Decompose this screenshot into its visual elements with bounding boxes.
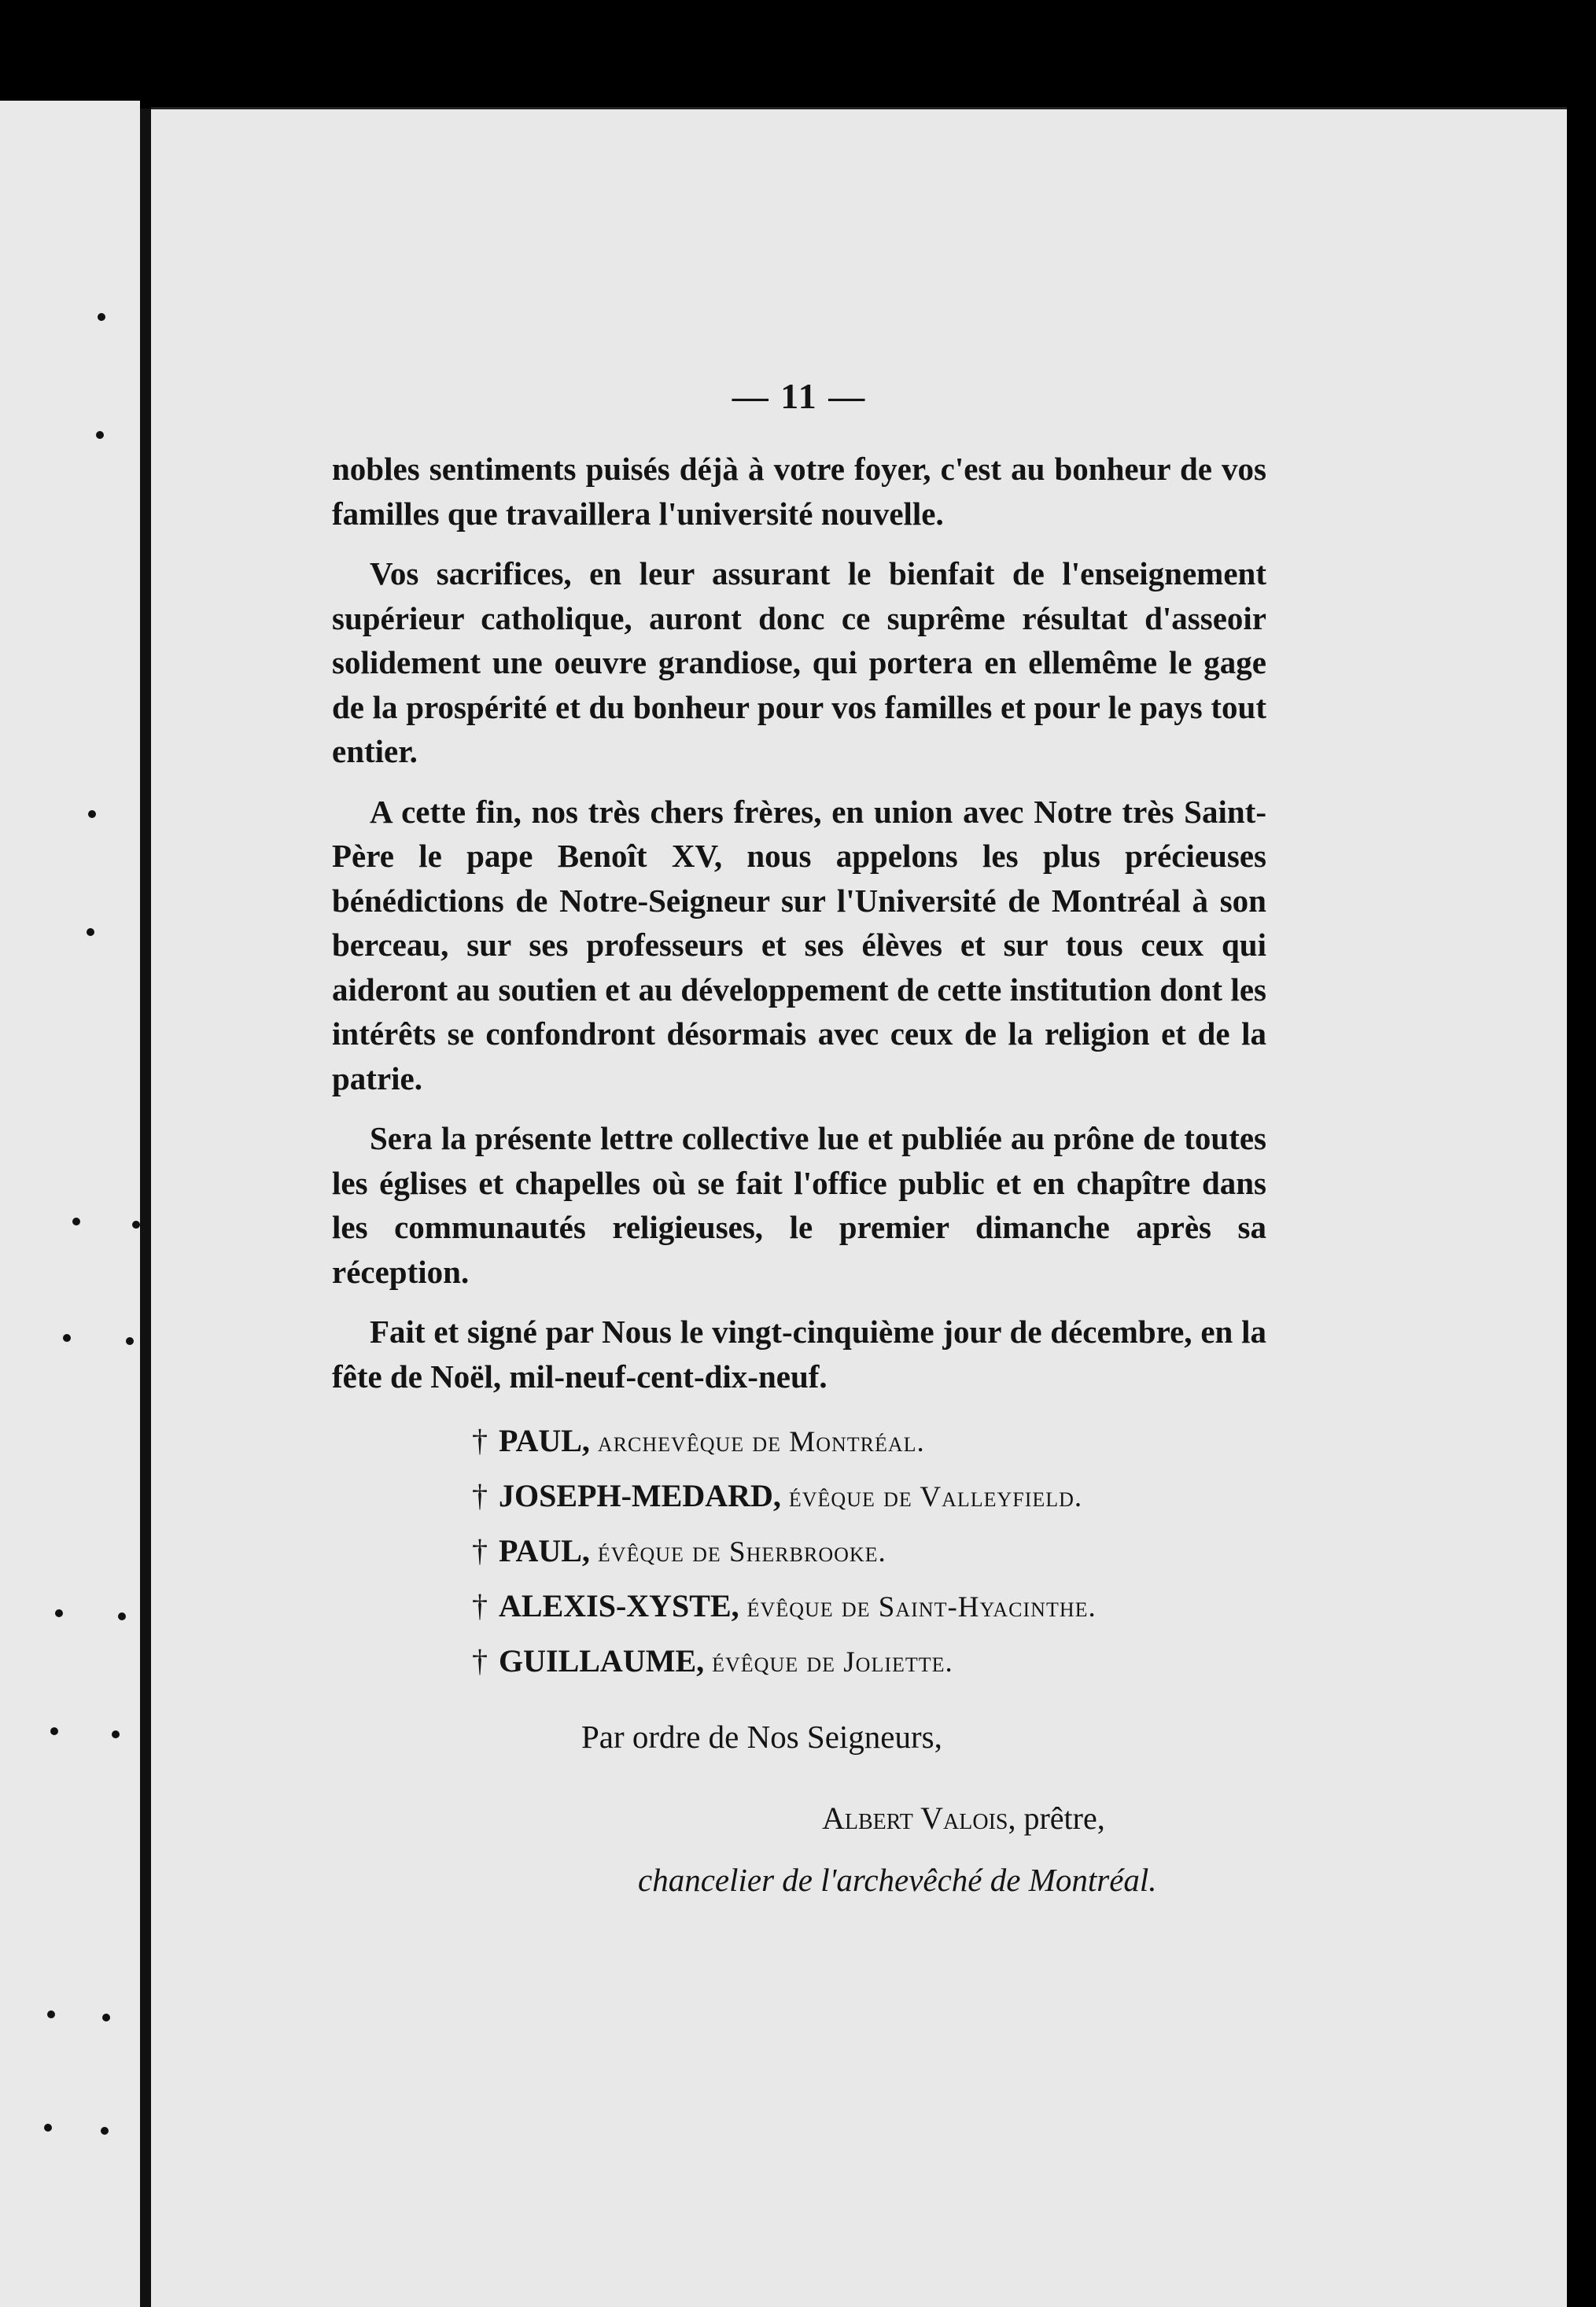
gutter-mark xyxy=(47,2010,55,2018)
gutter-mark xyxy=(126,1337,134,1345)
gutter-mark xyxy=(87,928,94,936)
chancellor-title: chancelier de l'archevêché de Montréal. xyxy=(638,1862,1157,1898)
signatory-name: PAUL, xyxy=(499,1533,590,1568)
gutter-mark xyxy=(72,1218,80,1225)
signature-line xyxy=(472,1524,1266,1579)
signatory-title: évêque de Joliette. xyxy=(712,1646,953,1679)
paragraph-continuation: nobles sentiments puisés déjà à votre foyer, c'est au bonheur de vos familles que travaillera l'université nouvelle. xyxy=(332,451,1266,532)
gutter-mark xyxy=(44,2124,52,2132)
signature-list xyxy=(332,1414,1266,1690)
signature-line xyxy=(472,1469,1266,1524)
signatory-title: archevêque de Montréal. xyxy=(597,1426,925,1458)
paragraph-date: Fait et signé par Nous le vingt-cinquième jour de décembre, en la fête de Noël, mil-neuf-cent-dix-neuf. xyxy=(332,1314,1266,1395)
chancellor-name: Albert Valois, xyxy=(822,1800,1016,1836)
signatory-name: JOSEPH-MEDARD, xyxy=(499,1478,781,1513)
signatory-name: ALEXIS-XYSTE, xyxy=(499,1588,739,1623)
page-binding-edge xyxy=(140,109,151,2307)
gutter-mark xyxy=(88,810,96,818)
gutter-mark xyxy=(102,2014,110,2021)
gutter-mark xyxy=(55,1609,63,1617)
signatory-title: évêque de Sherbrooke. xyxy=(597,1536,886,1568)
paragraph-sacrifices: Vos sacrifices, en leur assurant le bienfait de l'enseignement supérieur catholique, auront donc ce suprême résultat d'asseoir solidement une oeuvre grandiose, qui portera en ellemême le gage de la prospérité et du bonheur pour vos familles et pour le pays tout entier. xyxy=(332,555,1266,769)
chancellor-role: prêtre, xyxy=(1023,1800,1105,1836)
gutter-mark xyxy=(50,1727,58,1735)
signatory-name: PAUL, xyxy=(499,1423,590,1458)
cross-symbol: † xyxy=(472,1643,488,1679)
signature-line xyxy=(472,1414,1266,1469)
gutter-mark xyxy=(112,1730,120,1738)
gutter-mark xyxy=(118,1612,126,1620)
chancellor-signature xyxy=(822,1795,1266,1842)
gutter-mark xyxy=(96,431,104,439)
document-page xyxy=(151,107,1567,2307)
page-number: — 11 — xyxy=(732,376,867,416)
signatory-name: GUILLAUME, xyxy=(499,1643,705,1679)
signature-line xyxy=(472,1634,1266,1690)
gutter-mark xyxy=(101,2127,109,2135)
signature-line xyxy=(472,1579,1266,1634)
cross-symbol: † xyxy=(472,1533,488,1568)
cross-symbol: † xyxy=(472,1478,488,1513)
paragraph-publication: Sera la présente lettre collective lue et publiée au prône de toutes les églises et chapelles où se fait l'office public et en chapître dans les communautés religieuses, le premier dimanche après sa réception. xyxy=(332,1120,1266,1290)
gutter-mark xyxy=(98,313,105,321)
signatory-title: évêque de Valleyfield. xyxy=(788,1481,1083,1513)
gutter-mark xyxy=(132,1221,140,1229)
page-content xyxy=(332,375,1266,1903)
order-line: Par ordre de Nos Seigneurs, xyxy=(581,1719,942,1755)
signatory-title: évêque de Saint-Hyacinthe. xyxy=(746,1591,1097,1623)
cross-symbol: † xyxy=(472,1423,488,1458)
paragraph-blessing: A cette fin, nos très chers frères, en union avec Notre très Saint-Père le pape Benoît XV, nous appelons les plus précieuses bénédictions de Notre-Seigneur sur l'Université de Montréal à son berceau, sur ses professeurs et ses élèves et sur tous ceux qui aideront au soutien et au développement de cette institution dont les intérêts se confondront désormais avec ceux de la religion et de la patrie. xyxy=(332,793,1266,1096)
gutter-mark xyxy=(63,1334,71,1342)
cross-symbol: † xyxy=(472,1588,488,1623)
adjacent-page xyxy=(0,101,140,2307)
